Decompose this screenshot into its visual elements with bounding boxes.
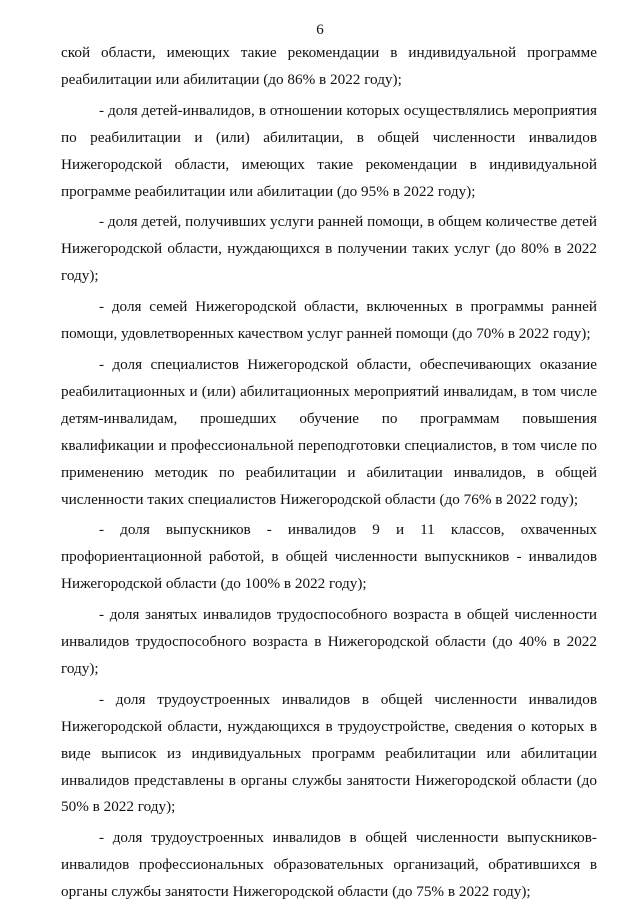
paragraph-early-help-children: - доля детей, получивших услуги ранней помощи, в общем количестве детей Нижегородской области, нуждающихся в получении таких услуг (до 80% в 2022 году); — [61, 213, 597, 285]
paragraph-early-help-families: - доля семей Нижегородской области, включенных в программы ранней помощи, удовлетворенных качеством услуг ранней помощи (до 70% в 2022 году); — [61, 298, 597, 343]
paragraph-children-rehabilitation: - доля детей-инвалидов, в отношении которых осуществлялись мероприятия по реабилитации и (или) абилитации, в общей численности инвалидов Нижегородской области, имеющих такие рекомендации в индивидуальной программе реабилитации или абилитации (до 95% в 2022 году); — [61, 101, 597, 200]
document-body — [61, 40, 597, 910]
paragraph-specialists-training: - доля специалистов Нижегородской области, обеспечивающих оказание реабилитационных и (или) абилитационных мероприятий инвалидам, в том числе детям-инвалидам, прошедших обучение по программам повышения квалификации и профессиональной переподготовки специалистов, в том числе по применению методик по реабилитации и абилитации инвалидов, в общей численности таких специалистов Нижегородской области (до 76% в 2022 году); — [61, 355, 597, 508]
paragraph-graduates-orientation: - доля выпускников - инвалидов 9 и 11 классов, охваченных профориентационной работой, в общей численности выпускников - инвалидов Нижегородской области (до 100% в 2022 году); — [61, 521, 597, 593]
paragraph-employed-disabled: - доля занятых инвалидов трудоспособного возраста в общей численности инвалидов трудоспособного возраста в Нижегородской области (до 40% в 2022 году); — [61, 606, 597, 677]
paragraph-continuation: ской области, имеющих такие рекомендации в индивидуальной программе реабилитации или абилитации (до 86% в 2022 году); — [61, 44, 597, 88]
paragraph-graduates-employment: - доля трудоустроенных инвалидов в общей численности выпускников-инвалидов профессиональных образовательных организаций, обратившихся в органы службы занятости Нижегородской области (до 75% в 2022 году); — [61, 829, 597, 901]
page-number: 6 — [316, 22, 324, 38]
paragraph-employment-services: - доля трудоустроенных инвалидов в общей численности инвалидов Нижегородской области, нуждающихся в трудоустройстве, сведения о которых в виде выписок из индивидуальных программ реабилитации или абилитации инвалидов представлены в органы службы занятости Нижегородской области (до 50% в 2022 году); — [61, 690, 597, 816]
